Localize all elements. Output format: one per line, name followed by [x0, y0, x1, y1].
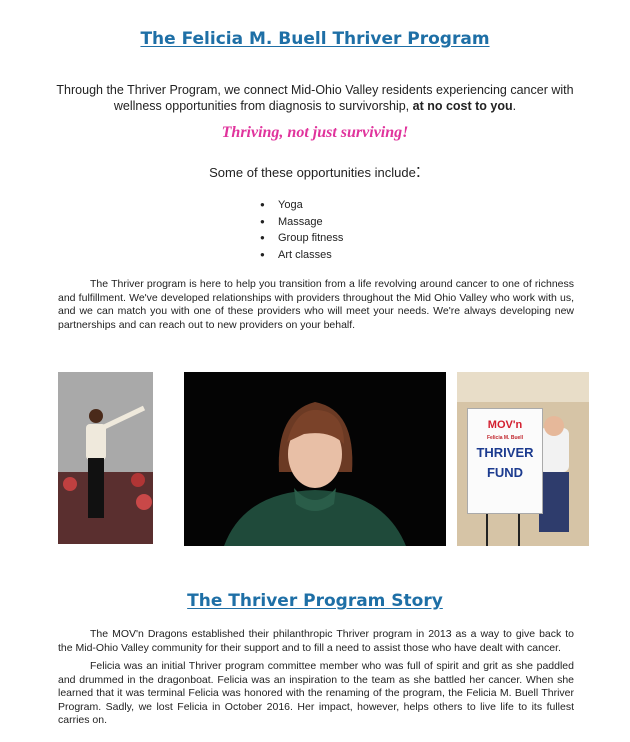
sign-line-fund: FUND: [486, 465, 524, 480]
sign-subtitle: Felicia M. Buell: [486, 435, 524, 441]
photo-portrait: [184, 372, 446, 546]
opportunities-list: [260, 197, 343, 263]
list-item: ● Art classes: [260, 247, 343, 264]
story-paragraph-2: [58, 660, 574, 728]
tagline: Thriving, not just surviving!: [221, 124, 409, 141]
story-title: The Thriver Program Story: [187, 591, 443, 611]
thriver-description: [58, 278, 574, 332]
intro-emphasis: at no cost to you: [412, 99, 513, 113]
opportunities-lead-text: Some of these opportunities include: [209, 165, 416, 180]
opportunities-colon: :: [415, 161, 421, 181]
photo-stage: [58, 372, 153, 544]
sign-logo: MOV'n: [487, 419, 523, 431]
intro-paragraph: [40, 82, 590, 114]
page-title: The Felicia M. Buell Thriver Program: [140, 29, 490, 49]
thriver-description-text: The Thriver program is here to help you transition from a life revolving around cancer to one of richness and fulfillment. We've developed relationships with providers throughout the Mid Ohio Valley who work with us, and we can match you with one of these providers who will meet your needs. We're always developing new partnerships and can reach out to new providers on your behalf.: [58, 278, 574, 331]
story-paragraph-2-text: Felicia was an initial Thriver program committee member who was full of spirit and grit as she paddled and drummed in the dragonboat. Felicia was an inspiration to the team as she battled her cancer. When she learned that it was terminal Felicia was honored with the renaming of the program, the Felicia M. Buell Thriver Program. Sadly, we lost Felicia in October 2016. Her impact, however, helps others to live life to its fullest carries on.: [58, 660, 574, 726]
photo-thriver-fund-sign: [457, 372, 589, 546]
list-item: ● Yoga: [260, 197, 343, 214]
intro-end: .: [512, 99, 517, 113]
story-paragraph-1-text: The MOV'n Dragons established their philanthropic Thriver program in 2013 as a way to give back to the Mid-Ohio Valley community for their support and to fill a need to assist those who have dealt with cancer.: [58, 628, 574, 654]
list-item: ● Group fitness: [260, 230, 343, 247]
portrait-illustration: [184, 372, 446, 546]
thriver-fund-sign: [467, 408, 543, 514]
opportunities-lead: [0, 161, 630, 182]
sign-line-thriver: THRIVER: [476, 445, 534, 460]
list-item: ● Massage: [260, 214, 343, 231]
stage-photo-illustration: [58, 372, 153, 544]
intro-text: Through the Thriver Program, we connect Mid-Ohio Valley residents experiencing cancer with wellness opportunities from diagnosis to survivorship,: [56, 83, 574, 113]
story-paragraph-1: [58, 628, 574, 655]
